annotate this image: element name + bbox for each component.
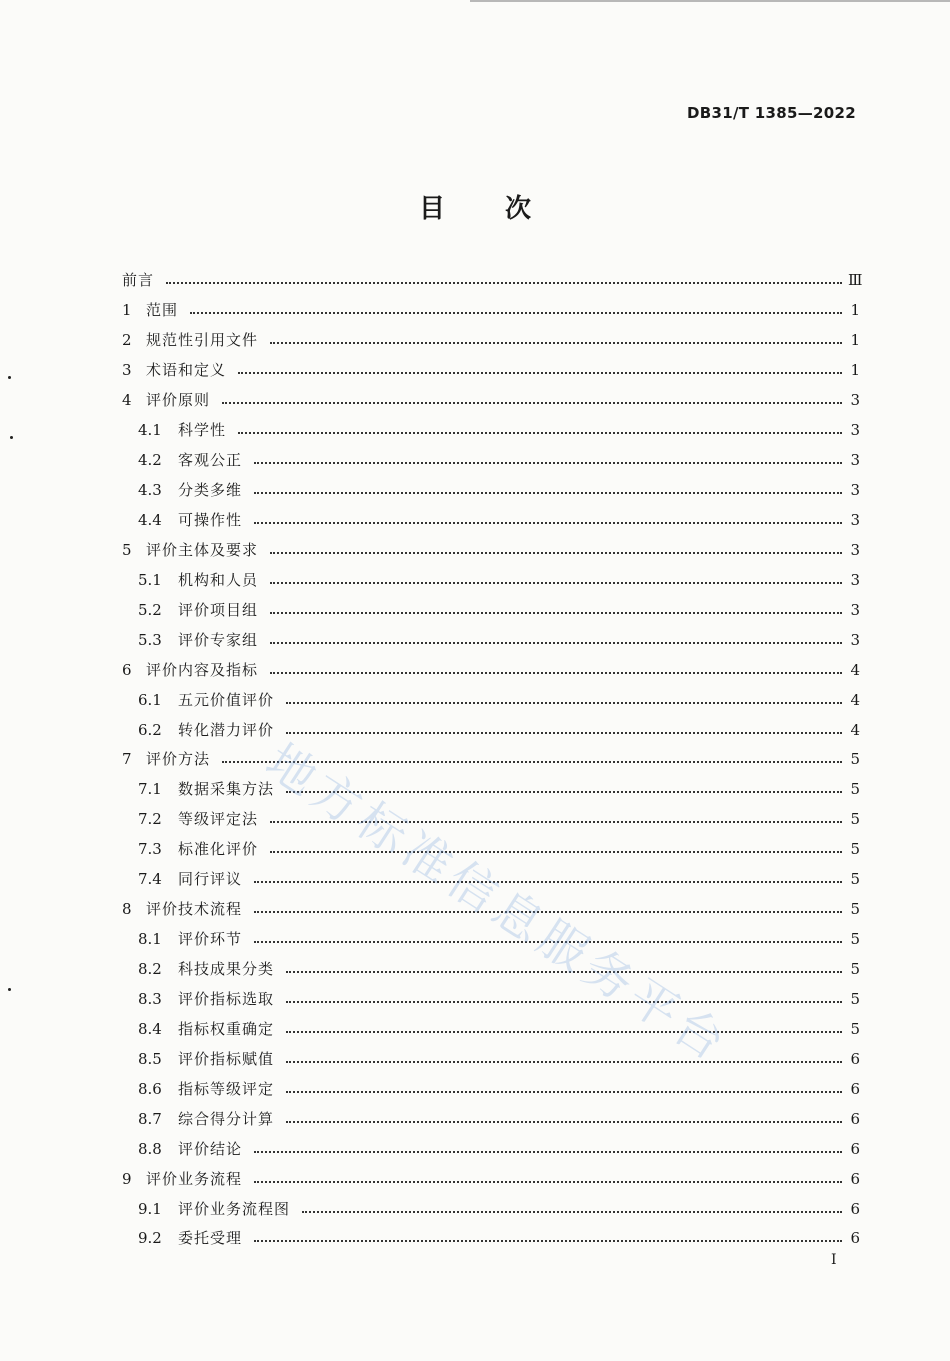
toc-entry-number: 7.3: [138, 840, 162, 859]
toc-entry-title: 机构和人员: [178, 570, 259, 589]
toc-entry-number: 7.2: [138, 810, 162, 829]
toc-entry-number: 8.4: [138, 1019, 162, 1038]
toc-entry-number: 4.2: [138, 451, 162, 470]
toc-entry[interactable]: [122, 1164, 860, 1194]
toc-entry-page: 3: [850, 570, 860, 589]
dot-leader: [286, 1090, 842, 1093]
toc-entry[interactable]: [122, 1194, 860, 1224]
toc-entry-number: 8.7: [138, 1109, 162, 1128]
toc-entry-title: 评价环节: [178, 930, 243, 949]
dot-leader: [270, 611, 842, 614]
toc-entry-number: 3: [122, 361, 132, 380]
document-code: DB31/T 1385—2022: [687, 104, 856, 122]
dot-leader: [254, 461, 842, 464]
toc-entry-page: 5: [850, 780, 860, 799]
toc-entry[interactable]: [122, 985, 860, 1015]
toc-entry-number: 4: [122, 391, 132, 410]
dot-leader: [270, 641, 842, 644]
dot-leader: [254, 1180, 842, 1183]
dot-leader: [286, 1000, 842, 1003]
toc-entry-page: Ⅲ: [848, 271, 863, 290]
dot-leader: [270, 551, 842, 554]
toc-entry-page: 5: [850, 870, 860, 889]
toc-entry-title: 指标等级评定: [178, 1079, 275, 1098]
toc-entry-page: 6: [850, 1229, 860, 1248]
dot-leader: [222, 401, 842, 404]
toc-entry[interactable]: [122, 326, 860, 356]
toc-entry[interactable]: [122, 416, 860, 446]
toc-entry-title: 规范性引用文件: [146, 331, 259, 350]
toc-entry-title: 数据采集方法: [178, 780, 275, 799]
dot-leader: [286, 970, 842, 973]
toc-entry-number: 6.1: [138, 690, 162, 709]
toc-entry-number: 5.3: [138, 630, 162, 649]
watermark: 地方标准信息服务平台: [255, 733, 740, 1075]
toc-entry-page: 5: [850, 930, 860, 949]
toc-entry-title: 评价专家组: [178, 630, 259, 649]
dot-leader: [238, 371, 842, 374]
toc-entry-page: 4: [850, 690, 860, 709]
toc-entry-number: 9: [122, 1169, 132, 1188]
dot-leader: [270, 671, 842, 674]
toc-entry-title: 指标权重确定: [178, 1019, 275, 1038]
toc-entry[interactable]: [122, 835, 860, 865]
dot-leader: [254, 880, 842, 883]
dot-leader: [286, 1060, 842, 1063]
toc-entry-page: 6: [850, 1109, 860, 1128]
toc-entry-number: 6: [122, 660, 132, 679]
dot-leader: [270, 341, 842, 344]
toc-entry-title: 前言: [122, 271, 155, 290]
toc-entry[interactable]: [122, 356, 860, 386]
toc-entry[interactable]: [122, 805, 860, 835]
dot-leader: [286, 731, 842, 734]
toc-entry[interactable]: [122, 1074, 860, 1104]
toc-entry[interactable]: [122, 895, 860, 925]
dot-leader: [190, 311, 842, 314]
dot-leader: [254, 491, 842, 494]
toc-entry-number: 8.8: [138, 1139, 162, 1158]
toc-entry-title: 同行评议: [178, 870, 243, 889]
toc-entry-title: 五元价值评价: [178, 690, 275, 709]
toc-entry-number: 7.4: [138, 870, 162, 889]
toc-entry-page: 3: [850, 510, 860, 529]
scan-speck: [10, 436, 13, 439]
toc-entry-title: 术语和定义: [146, 361, 227, 380]
toc-entry-number: 9.2: [138, 1229, 162, 1248]
table-of-contents: [122, 266, 863, 1254]
toc-entry[interactable]: [122, 745, 860, 775]
toc-entry-number: 5.1: [138, 570, 162, 589]
toc-entry-page: 5: [850, 900, 860, 919]
top-scan-rule: [470, 0, 950, 2]
toc-entry-page: 1: [850, 331, 860, 350]
toc-entry-page: 6: [850, 1199, 860, 1218]
toc-entry-page: 6: [850, 1169, 860, 1188]
dot-leader: [270, 820, 842, 823]
dot-leader: [270, 850, 842, 853]
dot-leader: [254, 521, 842, 524]
toc-entry[interactable]: [122, 1224, 860, 1254]
toc-entry-page: 1: [850, 301, 860, 320]
dot-leader: [254, 940, 842, 943]
toc-entry-title: 标准化评价: [178, 840, 259, 859]
toc-entry-title: 评价项目组: [178, 600, 259, 619]
toc-entry-number: 8: [122, 900, 132, 919]
toc-entry-page: 4: [850, 720, 860, 739]
scan-speck: [8, 988, 11, 991]
toc-entry-number: 7: [122, 750, 132, 769]
scan-speck: [8, 376, 11, 379]
toc-entry-title: 科技成果分类: [178, 960, 275, 979]
toc-entry-page: 5: [850, 989, 860, 1008]
toc-entry[interactable]: [122, 865, 860, 895]
toc-entry-number: 4.1: [138, 421, 162, 440]
toc-entry[interactable]: [122, 296, 860, 326]
toc-entry[interactable]: [122, 955, 860, 985]
toc-entry-number: 7.1: [138, 780, 162, 799]
toc-entry-page: 5: [850, 960, 860, 979]
dot-leader: [286, 790, 842, 793]
toc-entry[interactable]: [122, 1134, 860, 1164]
toc-entry-page: 3: [850, 540, 860, 559]
toc-entry[interactable]: [122, 925, 860, 955]
toc-entry[interactable]: [122, 655, 860, 685]
toc-entry[interactable]: [122, 266, 863, 296]
toc-entry-title: 评价业务流程: [146, 1169, 243, 1188]
toc-entry-number: 1: [122, 301, 132, 320]
toc-entry[interactable]: [122, 565, 860, 595]
toc-entry-title: 评价结论: [178, 1139, 243, 1158]
toc-entry[interactable]: [122, 386, 860, 416]
toc-entry[interactable]: [122, 1044, 860, 1074]
toc-entry-page: 3: [850, 481, 860, 500]
toc-entry-title: 评价原则: [146, 391, 211, 410]
toc-entry-number: 4.3: [138, 481, 162, 500]
toc-entry-number: 9.1: [138, 1199, 162, 1218]
toc-entry-title: 科学性: [178, 421, 227, 440]
dot-leader: [238, 431, 842, 434]
dot-leader: [286, 701, 842, 704]
toc-entry[interactable]: [122, 1014, 860, 1044]
toc-entry-title: 评价业务流程图: [178, 1199, 291, 1218]
toc-entry-number: 8.1: [138, 930, 162, 949]
toc-entry-title: 等级评定法: [178, 810, 259, 829]
dot-leader: [254, 1239, 842, 1242]
dot-leader: [286, 1030, 842, 1033]
title-char: 目: [418, 194, 445, 224]
dot-leader: [302, 1210, 842, 1213]
dot-leader: [270, 581, 842, 584]
toc-entry-number: 6.2: [138, 720, 162, 739]
toc-entry-title: 评价内容及指标: [146, 660, 259, 679]
toc-entry-number: 2: [122, 331, 132, 350]
title-char: 次: [505, 194, 532, 224]
toc-entry-title: 可操作性: [178, 510, 243, 529]
toc-entry-title: 评价技术流程: [146, 900, 243, 919]
toc-entry-number: 8.5: [138, 1049, 162, 1068]
toc-entry-number: 4.4: [138, 510, 162, 529]
toc-entry-title: 委托受理: [178, 1229, 243, 1248]
toc-entry-page: 5: [850, 840, 860, 859]
toc-entry-page: 6: [850, 1049, 860, 1068]
dot-leader: [254, 910, 842, 913]
toc-entry-page: 5: [850, 810, 860, 829]
toc-entry[interactable]: [122, 446, 860, 476]
toc-entry-page: 5: [850, 750, 860, 769]
toc-entry[interactable]: [122, 685, 860, 715]
toc-entry-title: 分类多维: [178, 481, 243, 500]
toc-entry-number: 5.2: [138, 600, 162, 619]
page-title: [0, 188, 950, 225]
toc-entry[interactable]: [122, 506, 860, 536]
toc-entry[interactable]: [122, 1104, 860, 1134]
toc-entry[interactable]: [122, 595, 860, 625]
toc-entry-title: 综合得分计算: [178, 1109, 275, 1128]
toc-entry-title: 评价指标赋值: [178, 1049, 275, 1068]
toc-entry-title: 评价主体及要求: [146, 540, 259, 559]
toc-entry-title: 范围: [146, 301, 179, 320]
dot-leader: [286, 1120, 842, 1123]
toc-entry-number: 8.2: [138, 960, 162, 979]
toc-entry-number: 5: [122, 540, 132, 559]
toc-entry-title: 客观公正: [178, 451, 243, 470]
toc-entry[interactable]: [122, 715, 860, 745]
toc-entry-page: 5: [850, 1019, 860, 1038]
toc-entry-page: 3: [850, 391, 860, 410]
toc-entry-page: 3: [850, 451, 860, 470]
toc-entry-title: 转化潜力评价: [178, 720, 275, 739]
toc-entry-page: 3: [850, 421, 860, 440]
toc-entry-number: 8.3: [138, 989, 162, 1008]
toc-entry-page: 1: [850, 361, 860, 380]
dot-leader: [166, 281, 842, 284]
dot-leader: [222, 760, 842, 763]
toc-entry-page: 6: [850, 1079, 860, 1098]
toc-entry-title: 评价指标选取: [178, 989, 275, 1008]
toc-entry-number: 8.6: [138, 1079, 162, 1098]
toc-entry[interactable]: [122, 476, 860, 506]
dot-leader: [254, 1150, 842, 1153]
toc-entry-page: 3: [850, 600, 860, 619]
toc-entry[interactable]: [122, 625, 860, 655]
toc-entry-page: 4: [850, 660, 860, 679]
toc-entry[interactable]: [122, 535, 860, 565]
toc-entry[interactable]: [122, 775, 860, 805]
toc-entry-title: 评价方法: [146, 750, 211, 769]
toc-entry-page: 3: [850, 630, 860, 649]
page-number: I: [831, 1252, 837, 1268]
toc-entry-page: 6: [850, 1139, 860, 1158]
